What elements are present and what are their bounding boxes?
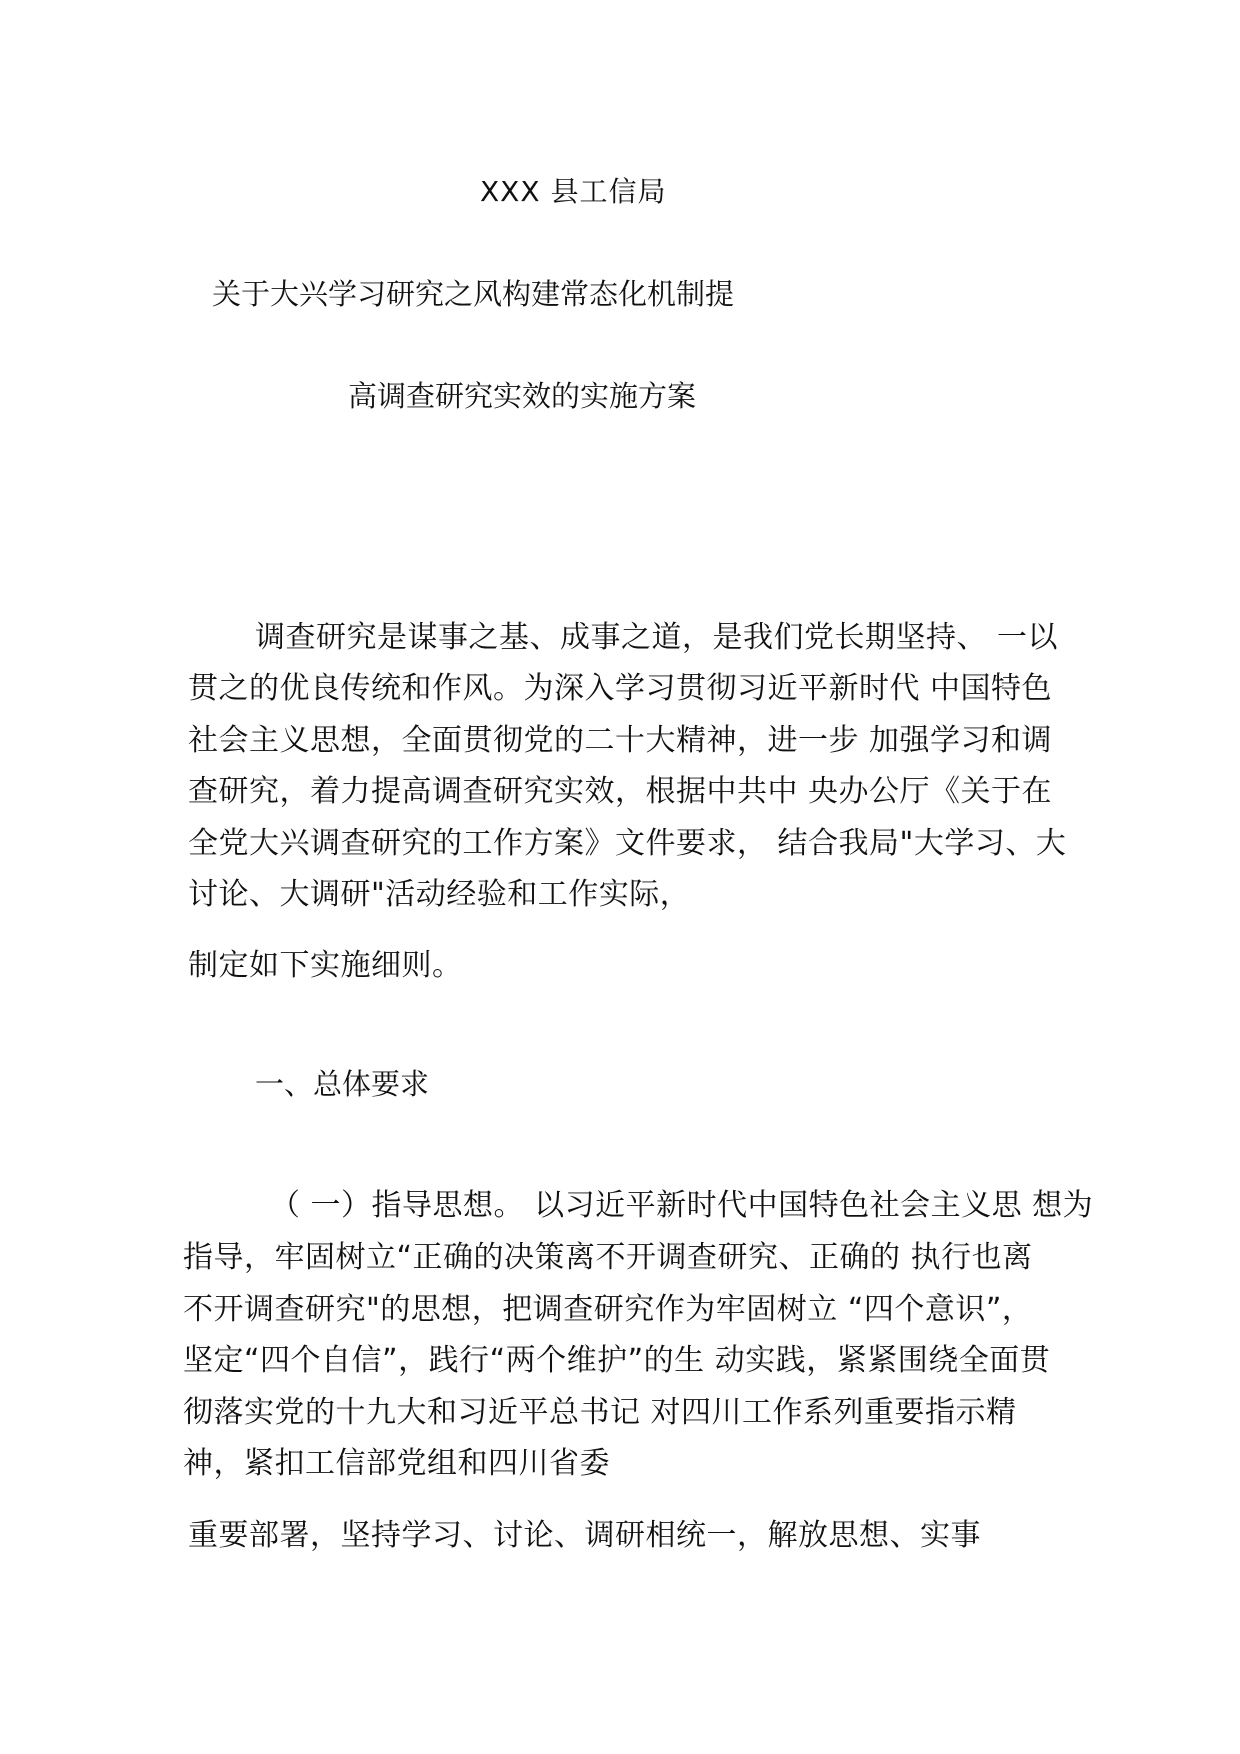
paragraph-2-end-line: 重要部署，坚持学习、讨论、调研相统一，解放思想、实事 <box>188 1518 981 1553</box>
paragraph-2-line: 不开调查研究"的思想，把调查研究作为牢固树立 “四个意识”， <box>183 1292 1033 1327</box>
paragraph-2-line: 指导，牢固树立“正确的决策离不开调查研究、正确的 执行也离 <box>183 1240 1033 1275</box>
paragraph-1-line: 社会主义思想，全面贯彻党的二十大精神，进一步 加强学习和调 <box>188 723 1053 758</box>
document-title-line-2: 高调查研究实效的实施方案 <box>348 379 697 413</box>
paragraph-1-line: 调查研究是谋事之基、成事之道，是我们党长期坚持、 一以 <box>255 620 1059 655</box>
paragraph-2-line: 神，紧扣工信部党组和四川省委 <box>183 1446 610 1481</box>
paragraph-1-end-line: 制定如下实施细则。 <box>188 948 463 983</box>
paragraph-1-line: 讨论、大调研"活动经验和工作实际， <box>188 877 691 912</box>
paragraph-1-line: 贯之的优良传统和作风。为深入学习贯彻习近平新时代 中国特色 <box>188 671 1053 706</box>
section-1-heading: 一、总体要求 <box>255 1067 430 1101</box>
paragraph-2-line: 坚定“四个自信”，践行“两个维护”的生 动实践，紧紧围绕全面贯 <box>183 1343 1051 1378</box>
document-org-title: XXX 县工信局 <box>480 175 667 208</box>
paragraph-2-line: 彻落实党的十九大和习近平总书记 对四川工作系列重要指示精 <box>183 1395 1017 1430</box>
paragraph-1-line: 全党大兴调查研究的工作方案》文件要求， 结合我局"大学习、大 <box>188 826 1067 861</box>
paragraph-1-line: 查研究，着力提高调查研究实效，根据中共中 央办公厅《关于在 <box>188 774 1053 809</box>
document-title-line-1: 关于大兴学习研究之风构建常态化机制提 <box>212 277 735 311</box>
paragraph-2-line: （ 一）指导思想。 以习近平新时代中国特色社会主义思 想为 <box>270 1188 1094 1223</box>
